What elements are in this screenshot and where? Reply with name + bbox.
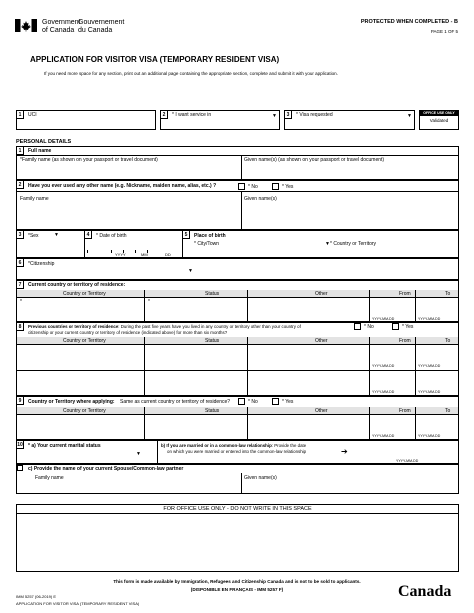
family-name-label: Family name bbox=[35, 475, 64, 481]
page-number: PAGE 1 OF 5 bbox=[430, 29, 458, 34]
col-status: Status bbox=[205, 338, 220, 344]
footer-notice: This form is made available by Immigration, Refugees and Citizenship Canada and is not to be sold to applicants. bbox=[113, 579, 361, 584]
section-number: 2 bbox=[17, 181, 24, 189]
same-as-no-checkbox[interactable] bbox=[238, 398, 245, 405]
section-number: 6 bbox=[17, 259, 24, 267]
office-use-box bbox=[419, 110, 459, 130]
dob-label: * Date of birth bbox=[96, 233, 127, 239]
office-use-banner: FOR OFFICE USE ONLY - DO NOT WRITE IN THIS SPACE bbox=[163, 506, 312, 512]
section-number: 7 bbox=[17, 281, 24, 289]
section-number: 2 bbox=[161, 111, 168, 119]
previous-residence-question: Previous countries or territory of residence: During the past five years have you lived in any country or territory other than your country of bbox=[28, 324, 301, 329]
dropdown-arrow-icon[interactable]: ▼ bbox=[272, 113, 277, 119]
previous-residence-section bbox=[16, 322, 459, 396]
dropdown-arrow-icon[interactable]: ▼ bbox=[136, 451, 141, 457]
full-name-label: Full name bbox=[28, 148, 52, 154]
dropdown-arrow-icon[interactable]: ▼ bbox=[325, 241, 330, 247]
spouse-section bbox=[16, 464, 459, 494]
date-format: YYYY-MM-DD bbox=[418, 364, 441, 368]
section-number: 10 bbox=[17, 442, 23, 448]
no-label: * No bbox=[364, 324, 374, 330]
marital-b-label: b) If you are married or in a common-law relationship: Provide the date bbox=[161, 443, 307, 448]
section-number: 3 bbox=[17, 231, 24, 239]
given-name-label: Given name(s) bbox=[244, 196, 277, 202]
previous-residence-question-2: citizenship or your current country or territory of residence (indicated above) for more than six months? bbox=[28, 330, 228, 335]
marital-b-text: on which you were married or entered into the common-law relationship bbox=[167, 449, 307, 454]
family-name-label: Family name bbox=[20, 196, 49, 202]
service-label: * I want service in bbox=[172, 112, 212, 118]
section-number: 9 bbox=[17, 397, 24, 405]
page-subtitle: If you need more space for any section, print out an additional page containing the appropriate section, complete and submit it with your application. bbox=[44, 71, 338, 76]
date-format: YYYY-MM-DD bbox=[396, 459, 419, 463]
section-number: 4 bbox=[85, 231, 92, 239]
yes-label: * Yes bbox=[402, 324, 414, 330]
form-name: APPLICATION FOR VISITOR VISA (TEMPORARY RESIDENT VISA) bbox=[16, 601, 140, 606]
country-label: * Country or Territory bbox=[330, 241, 377, 247]
protected-label: PROTECTED WHEN COMPLETED - B bbox=[360, 19, 458, 25]
date-format: YYYY-MM-DD bbox=[418, 434, 441, 438]
date-format: YYYY-MM-DD bbox=[372, 434, 395, 438]
section-number: 1 bbox=[17, 111, 24, 119]
dropdown-arrow-icon[interactable]: ▼ bbox=[188, 268, 193, 274]
required-star: * bbox=[148, 299, 150, 305]
mm-label: MM bbox=[141, 252, 148, 257]
marital-label: * a) Your current marital status bbox=[28, 443, 101, 449]
yes-label: * Yes bbox=[282, 399, 294, 405]
no-label: * No bbox=[248, 184, 258, 190]
office-use-section bbox=[16, 504, 459, 572]
col-country: Country or Territory bbox=[63, 291, 106, 297]
uci-label: UCI bbox=[28, 112, 37, 118]
family-name-input[interactable] bbox=[19, 162, 237, 178]
given-name-label: Given name(s) (as shown on your passport or travel document) bbox=[244, 157, 385, 163]
col-other: Other bbox=[315, 338, 328, 344]
other-name-no-checkbox[interactable] bbox=[238, 183, 245, 190]
section-number: 5 bbox=[183, 231, 190, 239]
col-to: To bbox=[445, 338, 451, 344]
section-number: 3 bbox=[285, 111, 292, 119]
dropdown-arrow-icon[interactable]: ▼ bbox=[54, 232, 59, 238]
no-label: * No bbox=[248, 399, 258, 405]
yes-label: * Yes bbox=[282, 184, 294, 190]
given-name-input[interactable] bbox=[243, 162, 457, 178]
col-to: To bbox=[445, 408, 451, 414]
col-status: Status bbox=[205, 291, 220, 297]
col-country: Country or Territory bbox=[63, 408, 106, 414]
same-as-yes-checkbox[interactable] bbox=[272, 398, 279, 405]
col-country: Country or Territory bbox=[63, 338, 106, 344]
residence-section bbox=[16, 280, 459, 322]
section-number: 8 bbox=[17, 323, 24, 331]
date-format: YYYY-MM-DD bbox=[418, 317, 441, 321]
date-format: YYYY-MM-DD bbox=[418, 390, 441, 394]
same-as-question: Same as current country or territory of residence? bbox=[120, 399, 231, 405]
dd-label: DD bbox=[165, 252, 171, 257]
citizenship-section bbox=[16, 258, 459, 280]
sex-label: *Sex bbox=[28, 233, 39, 239]
canada-flag-icon bbox=[15, 19, 37, 32]
spouse-label: c) Provide the name of your current Spouse/Common-law partner bbox=[28, 466, 184, 472]
arrow-right-icon: ➔ bbox=[341, 447, 348, 456]
col-to: To bbox=[445, 291, 451, 297]
date-format: YYYY-MM-DD bbox=[372, 390, 395, 394]
col-from: From bbox=[399, 291, 411, 297]
uci-field[interactable] bbox=[16, 110, 156, 130]
other-name-question: Have you ever used any other name (e.g. Nickname, maiden name, alias, etc.) ? bbox=[28, 183, 217, 189]
gov-fr: Gouvernement du Canada bbox=[78, 19, 125, 34]
col-other: Other bbox=[315, 408, 328, 414]
visa-label: * Visa requested bbox=[296, 112, 333, 118]
section-number: 1 bbox=[17, 147, 24, 155]
spouse-checkbox[interactable] bbox=[17, 465, 23, 471]
applying-label: Country or Territory where applying: bbox=[28, 399, 115, 405]
required-star: * bbox=[20, 299, 22, 305]
validated-label: Validated bbox=[429, 118, 449, 123]
date-format: YYYY-MM-DD bbox=[372, 317, 395, 321]
other-name-yes-checkbox[interactable] bbox=[272, 183, 279, 190]
residence-label: Current country or territory of residence: bbox=[28, 282, 126, 288]
section-heading: PERSONAL DETAILS bbox=[16, 139, 72, 145]
form-id: IMM 5257 (06-2019) E bbox=[16, 594, 57, 599]
canada-wordmark: Canada bbox=[398, 583, 452, 600]
page-title: APPLICATION FOR VISITOR VISA (TEMPORARY RESIDENT VISA) bbox=[30, 55, 280, 64]
gov-en: Government of Canada bbox=[42, 19, 81, 34]
office-use-label: OFFICE USE ONLY bbox=[420, 111, 458, 116]
col-other: Other bbox=[315, 291, 328, 297]
given-name-label: Given name(s) bbox=[244, 475, 277, 481]
service-language-field[interactable] bbox=[160, 110, 280, 130]
marital-section bbox=[16, 440, 459, 464]
yyyy-label: YYYY bbox=[115, 252, 126, 257]
col-from: From bbox=[399, 408, 411, 414]
sex-dob-pob-section bbox=[16, 230, 459, 258]
family-name-label: *Family name (as shown on your passport or travel document) bbox=[20, 157, 158, 163]
date-format: YYYY-MM-DD bbox=[372, 364, 395, 368]
prev-residence-no-checkbox[interactable] bbox=[354, 323, 361, 330]
dropdown-arrow-icon[interactable]: ▼ bbox=[407, 113, 412, 119]
footer-french: (DISPONIBLE EN FRANÇAIS - IMM 5257 F) bbox=[190, 587, 284, 592]
visa-requested-field[interactable] bbox=[284, 110, 415, 130]
prev-residence-yes-checkbox[interactable] bbox=[392, 323, 399, 330]
citizenship-label: *Citizenship bbox=[28, 261, 55, 267]
col-status: Status bbox=[205, 408, 220, 414]
pob-label: Place of birth bbox=[194, 233, 226, 239]
col-from: From bbox=[399, 338, 411, 344]
city-label: * City/Town bbox=[194, 241, 220, 247]
